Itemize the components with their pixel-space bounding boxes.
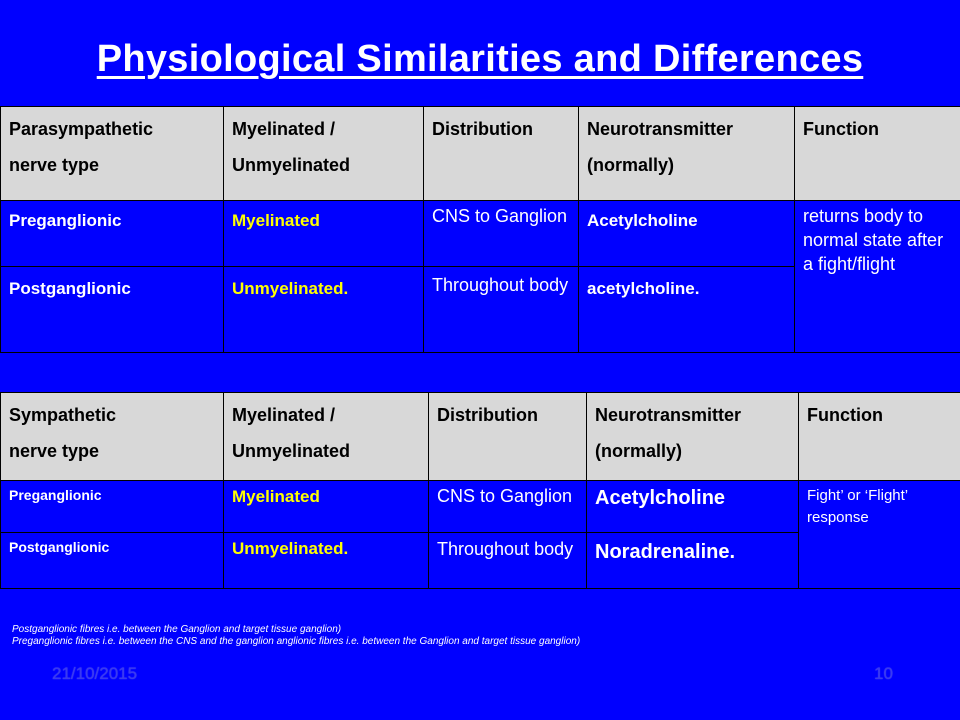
cell-distribution: CNS to Ganglion <box>424 201 579 267</box>
page-number: 10 <box>874 664 893 683</box>
cell-nerve-type: Postganglionic <box>1 533 224 589</box>
cell-function: returns body to normal state after a fight/flight <box>795 201 960 353</box>
header-function: Function <box>799 393 960 481</box>
header-distribution: Distribution <box>429 393 587 481</box>
footnote-postganglionic: Postganglionic fibres i.e. between the Ganglion and target tissue ganglion) <box>12 624 342 635</box>
footnotes <box>12 624 580 648</box>
slide-title: Physiological Similarities and Differences <box>96 38 864 80</box>
header-nerve-type: Sympathetic nerve type <box>1 393 224 481</box>
header-distribution: Distribution <box>424 107 579 201</box>
sympathetic-table <box>0 392 960 589</box>
header-neurotransmitter: Neurotransmitter (normally) <box>579 107 795 201</box>
cell-myelination: Myelinated <box>224 481 429 533</box>
cell-distribution: CNS to Ganglion <box>429 481 587 533</box>
footnote-preganglionic: Preganglionic fibres i.e. between the CNS and the ganglion anglionic fibres i.e. between the Ganglion and target tissue ganglion) <box>12 636 581 647</box>
header-myelination: Myelinated / Unmyelinated <box>224 107 424 201</box>
cell-neurotransmitter: Noradrenaline. <box>587 533 799 589</box>
header-function: Function <box>795 107 960 201</box>
cell-distribution: Throughout body <box>429 533 587 589</box>
header-neurotransmitter: Neurotransmitter (normally) <box>587 393 799 481</box>
cell-neurotransmitter: acetylcholine. <box>579 267 795 353</box>
cell-neurotransmitter: Acetylcholine <box>579 201 795 267</box>
cell-myelination: Unmyelinated. <box>224 267 424 353</box>
footer-date: 21/10/2015 <box>52 664 138 683</box>
cell-nerve-type: Preganglionic <box>1 481 224 533</box>
cell-distribution: Throughout body <box>424 267 579 353</box>
table-header-row <box>1 393 960 481</box>
cell-neurotransmitter: Acetylcholine <box>587 481 799 533</box>
cell-function: Fight’ or ‘Flight’ response <box>799 481 960 589</box>
table-row <box>1 201 960 267</box>
cell-nerve-type: Preganglionic <box>1 201 224 267</box>
cell-nerve-type: Postganglionic <box>1 267 224 353</box>
table-header-row <box>1 107 960 201</box>
cell-myelination: Unmyelinated. <box>224 533 429 589</box>
header-myelination: Myelinated / Unmyelinated <box>224 393 429 481</box>
table-row <box>1 481 960 533</box>
parasympathetic-table <box>0 106 960 353</box>
cell-myelination: Myelinated <box>224 201 424 267</box>
header-nerve-type: Parasympathetic nerve type <box>1 107 224 201</box>
